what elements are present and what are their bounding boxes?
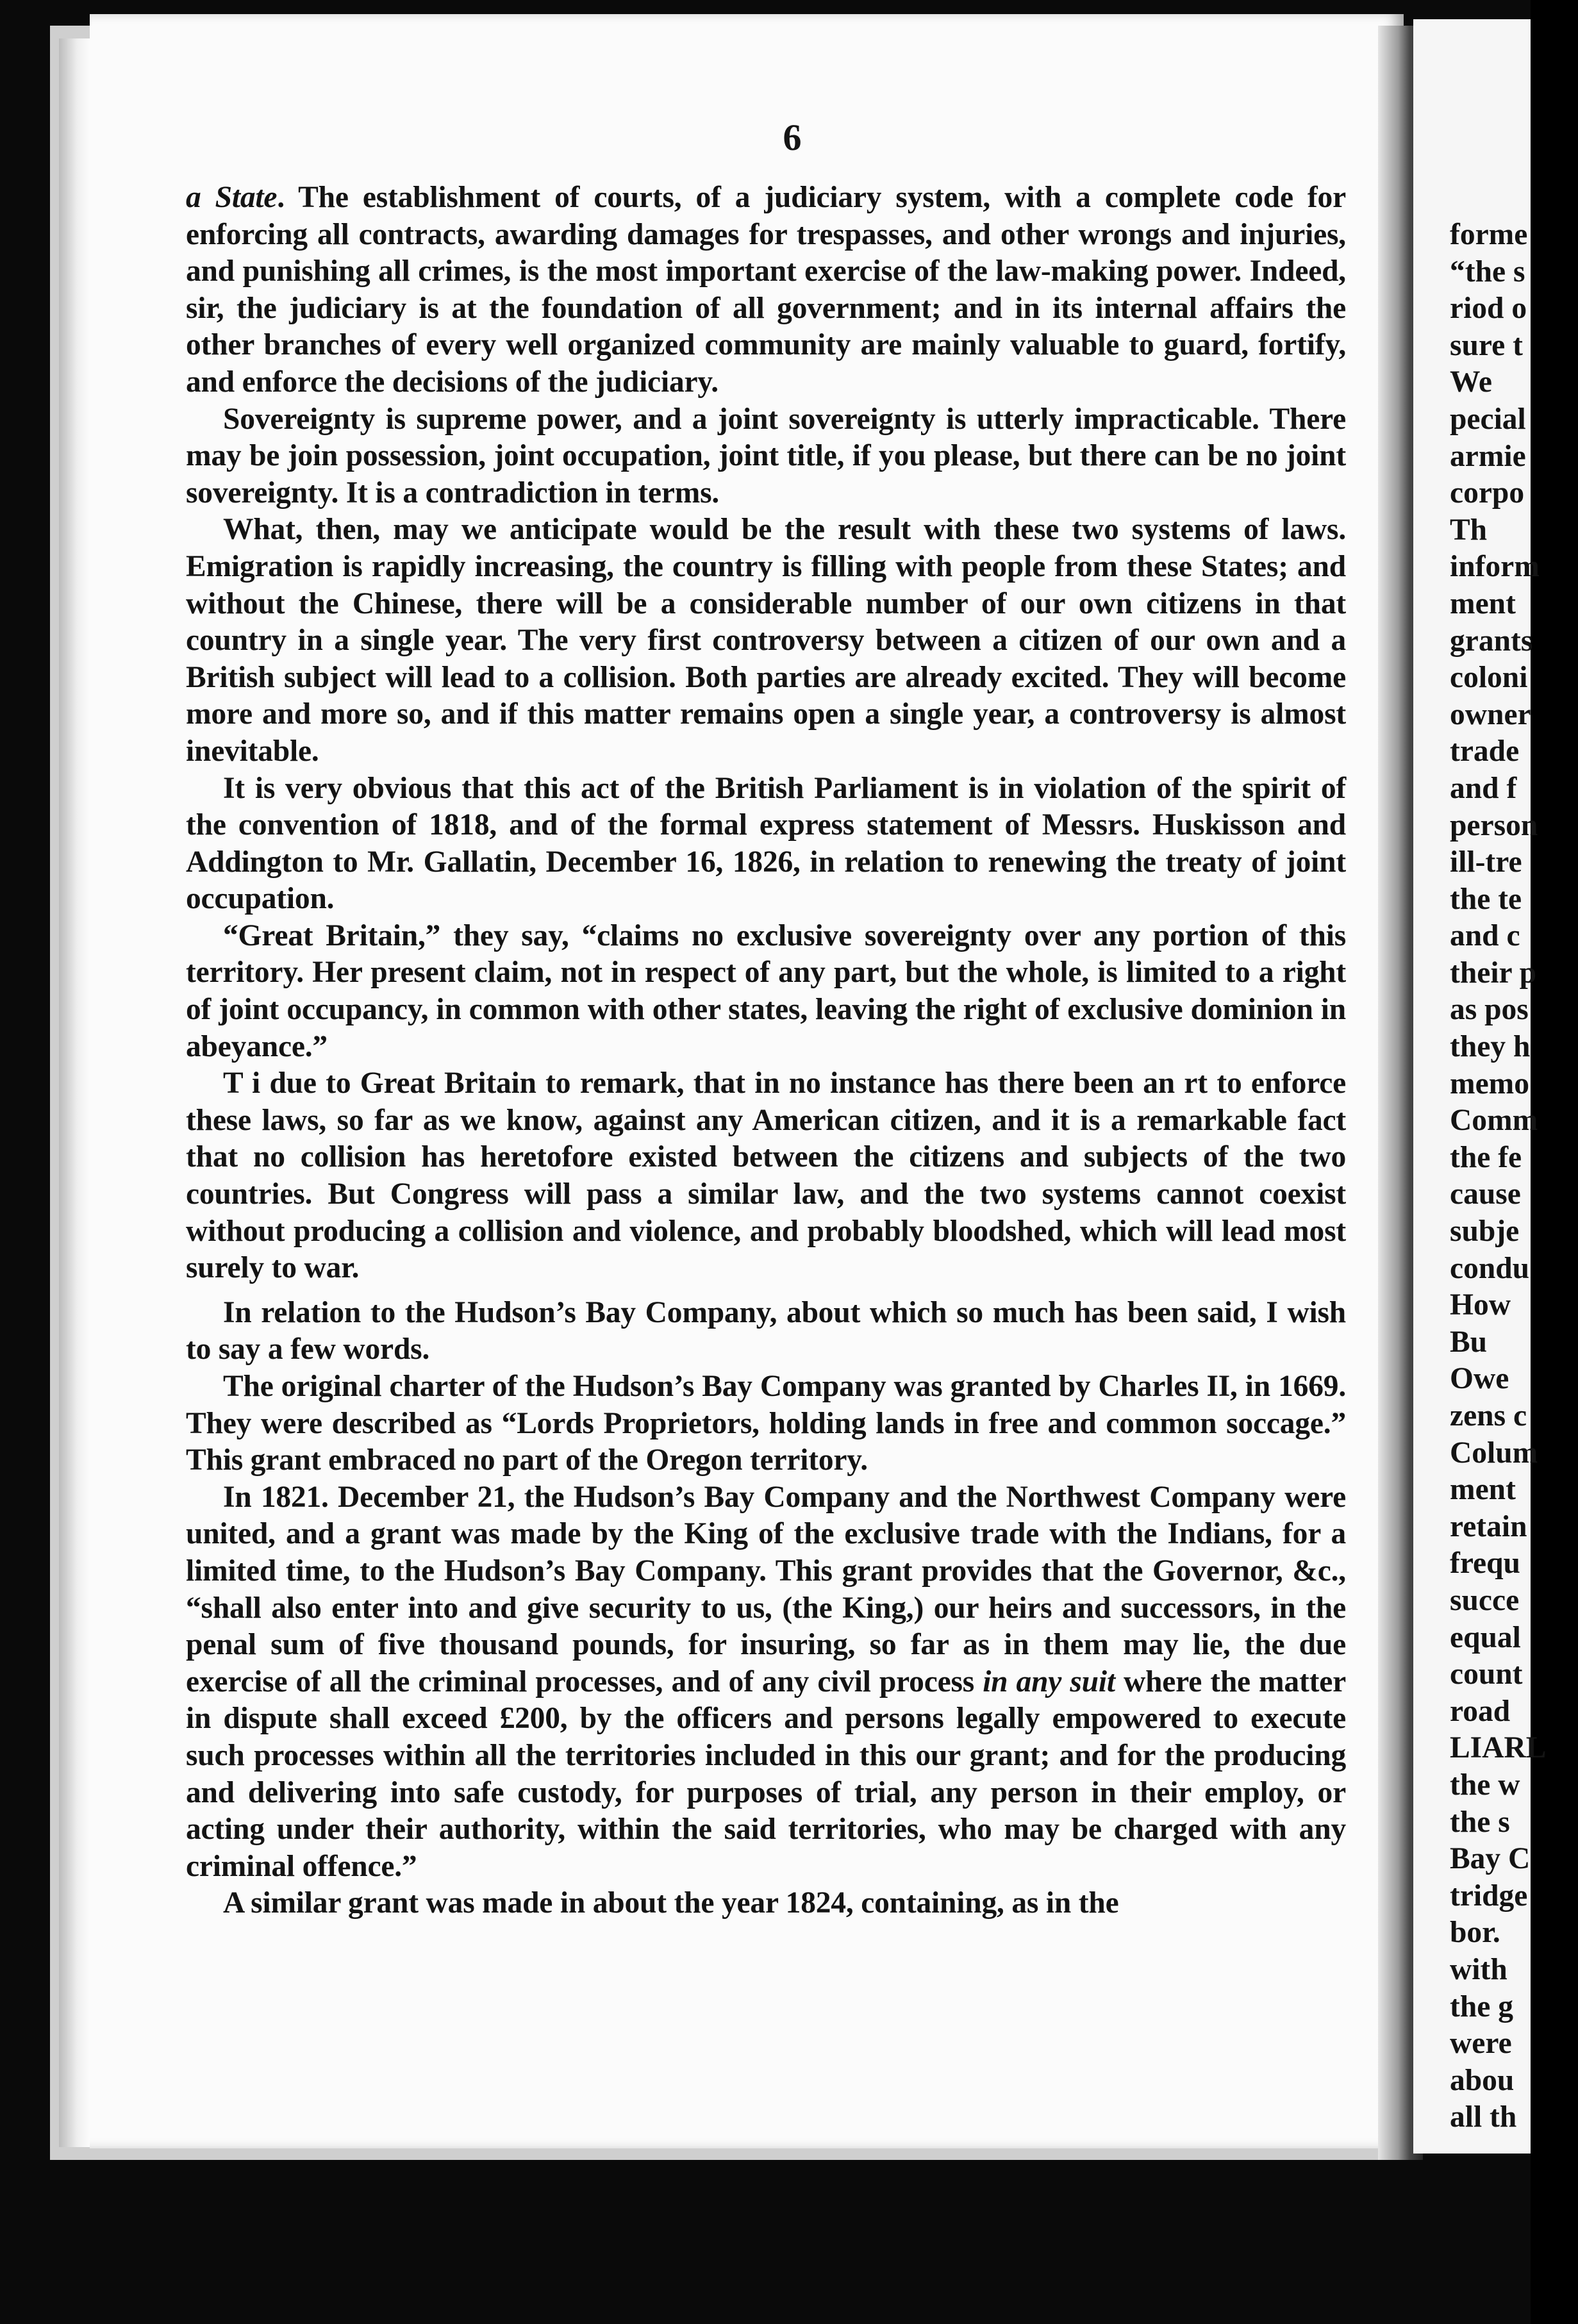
facing-page-line: equal xyxy=(1450,1620,1521,1654)
facing-page-line: and f xyxy=(1450,771,1517,805)
facing-page-line: bor. xyxy=(1450,1916,1500,1950)
facing-page-line: Comm xyxy=(1450,1104,1538,1138)
facing-page-line: abou xyxy=(1450,2063,1515,2097)
italic-lead: a State xyxy=(186,181,278,214)
facing-page-line: retain xyxy=(1450,1509,1527,1543)
paragraph: A similar grant was made in about the year 1824, containing, as in the xyxy=(223,1886,1119,1920)
facing-page-line: ment xyxy=(1450,1473,1516,1507)
facing-page-line: pecial xyxy=(1450,402,1526,436)
paragraph: It is very obvious that this act of the British Parliament is in violation of the spirit of the convention of 1818, and of the formal express statement of Messrs. Huskisson and Addington to Mr. Gallatin, December 16, 1826, in relation to renewing the treaty of joint occupation. xyxy=(186,771,1346,916)
facing-page-line: ill-tre xyxy=(1450,845,1522,879)
facing-page-line: zens c xyxy=(1450,1399,1527,1432)
facing-page-line: trade xyxy=(1450,735,1520,768)
facing-page-line: “the s xyxy=(1450,254,1525,288)
facing-page-line: Colum xyxy=(1450,1436,1538,1470)
facing-page-line: ment xyxy=(1450,586,1516,620)
paragraph-text: . The establishment of courts, of a judiciary system, with a complete code for enforcing all contracts, awarding damages for trespasses, and other wrongs and injuries, and punishing all crimes, is the most important exercise of the law-making power. Indeed, sir, the judiciary is at the foundation of all government; and in its internal affairs the other branches of every well organized community are mainly valuable to guard, fortify, and enforce the decisions of the judiciary. xyxy=(186,181,1346,399)
facing-page-line: Bay C xyxy=(1450,1842,1531,1876)
facing-page-line: corpo xyxy=(1450,476,1525,510)
italic-phrase: in any suit xyxy=(983,1664,1115,1698)
facing-page-line: Owe xyxy=(1450,1362,1509,1396)
facing-page-line: owner xyxy=(1450,697,1531,731)
paragraph: In relation to the Hudson’s Bay Company, about which so much has been said, I wish to say a few words. xyxy=(186,1295,1346,1366)
facing-page-line: their p xyxy=(1450,956,1537,990)
facing-page-line: all th xyxy=(1450,2100,1517,2134)
left-page-edge xyxy=(59,38,90,2147)
facing-page-line: the g xyxy=(1450,1989,1513,2023)
paragraph xyxy=(186,179,1346,401)
facing-page-line: armie xyxy=(1450,439,1526,473)
facing-page-line: How xyxy=(1450,1288,1511,1322)
facing-page-line: LIARL xyxy=(1450,1731,1547,1765)
facing-page-line: inform xyxy=(1450,550,1540,584)
facing-page-line: forme xyxy=(1450,218,1528,251)
facing-page-line: cause xyxy=(1450,1177,1521,1211)
facing-page-line: coloni xyxy=(1450,661,1528,695)
facing-page-line: the te xyxy=(1450,882,1522,916)
facing-page-line: subje xyxy=(1450,1215,1520,1249)
facing-page-line: the w xyxy=(1450,1768,1520,1802)
facing-page-text xyxy=(1450,217,1578,2136)
page-number: 6 xyxy=(783,117,802,158)
paragraph-text: In 1821. December 21, the Hudson’s Bay Company and the Northwest Company were united, and a grant was made by the King of the exclusive trade with the Indians, for a limited time, to the Hudson’s Bay Company. This grant provides that the Governor, &c., “shall also enter into and give security to us, (the King,) our heirs and successors, in the penal sum of five thousand pounds, for insuring, so far as in them may lie, the due exercise of all the criminal processes, and of any civil process xyxy=(186,1480,1346,1698)
facing-page-line: memo xyxy=(1450,1067,1529,1100)
facing-page-line: We xyxy=(1450,365,1492,399)
facing-page-line: they h xyxy=(1450,1030,1531,1064)
paragraph: T i due to Great Britain to remark, that in no instance has there been an rt to enforce these laws, so far as we know, against any American citizen, and it is a remarkable fact that no collision has heretofore existed between the citizens and subjects of the two countries. But Congress will pass a similar law, and the two systems cannot coexist without producing a collision and violence, and probably bloodshed, which will lead most surely to war. xyxy=(186,1067,1346,1285)
facing-page-line: condu xyxy=(1450,1251,1530,1285)
facing-page-line: frequ xyxy=(1450,1547,1520,1581)
facing-page-line: Th xyxy=(1450,513,1488,547)
facing-page-line: tridge xyxy=(1450,1879,1528,1913)
text-column xyxy=(186,179,1346,1922)
paragraph xyxy=(186,1479,1346,1886)
facing-page-line: grants xyxy=(1450,624,1533,658)
facing-page-line: sure t xyxy=(1450,328,1523,362)
paragraph: What, then, may we anticipate would be the result with these two systems of laws. Emigration is rapidly increasing, the country is filling with people from these States; and without the Chinese, there will be a considerable number of our own citizens in that country in a single year. The very first controversy between a citizen of our own and a British subject will lead to a collision. Both parties are already excited. They will become more and more so, and if this matter remains open a single year, a controversy is almost inevitable. xyxy=(186,513,1346,768)
paragraph: Sovereignty is supreme power, and a joint sovereignty is utterly impracticable. There may be join possession, joint occupation, joint title, if you please, but there can be no joint sovereignty. It is a contradiction in terms. xyxy=(186,402,1346,510)
paragraph: The original charter of the Hudson’s Bay Company was granted by Charles II, in 1669. They were described as “Lords Proprietors, holding lands in free and common soccage.” This grant embraced no part of the Oregon territory. xyxy=(186,1370,1346,1477)
facing-page-line: were xyxy=(1450,2027,1512,2061)
facing-page-line: riod o xyxy=(1450,292,1527,326)
facing-page-line: with xyxy=(1450,1952,1507,1986)
facing-page-line: count xyxy=(1450,1657,1523,1691)
facing-page-line: Bu xyxy=(1450,1325,1488,1359)
facing-page-line: as pos xyxy=(1450,993,1529,1027)
paragraph: “Great Britain,” they say, “claims no exclusive sovereignty over any portion of this territory. Her present claim, not in respect of any part, but the whole, is limited to a right of joint occupancy, in common with other states, leaving the right of exclusive dominion in abeyance.” xyxy=(186,918,1346,1063)
facing-page-line: person xyxy=(1450,808,1538,842)
facing-page-line: road xyxy=(1450,1694,1511,1728)
facing-page-line: the s xyxy=(1450,1805,1510,1839)
paragraph-text: where the matter in dispute shall exceed £200, by the officers and persons legally empowered to execute such processes within all the territories included in this our grant; and for the producing and delivering into safe custody, for purposes of trial, any person in their employ, or acting under their authority, within the said territories, who may be charged with any criminal offence.” xyxy=(186,1664,1346,1883)
facing-page-line: the fe xyxy=(1450,1140,1522,1174)
facing-page-line: and c xyxy=(1450,919,1520,953)
facing-page-line: succe xyxy=(1450,1583,1520,1617)
